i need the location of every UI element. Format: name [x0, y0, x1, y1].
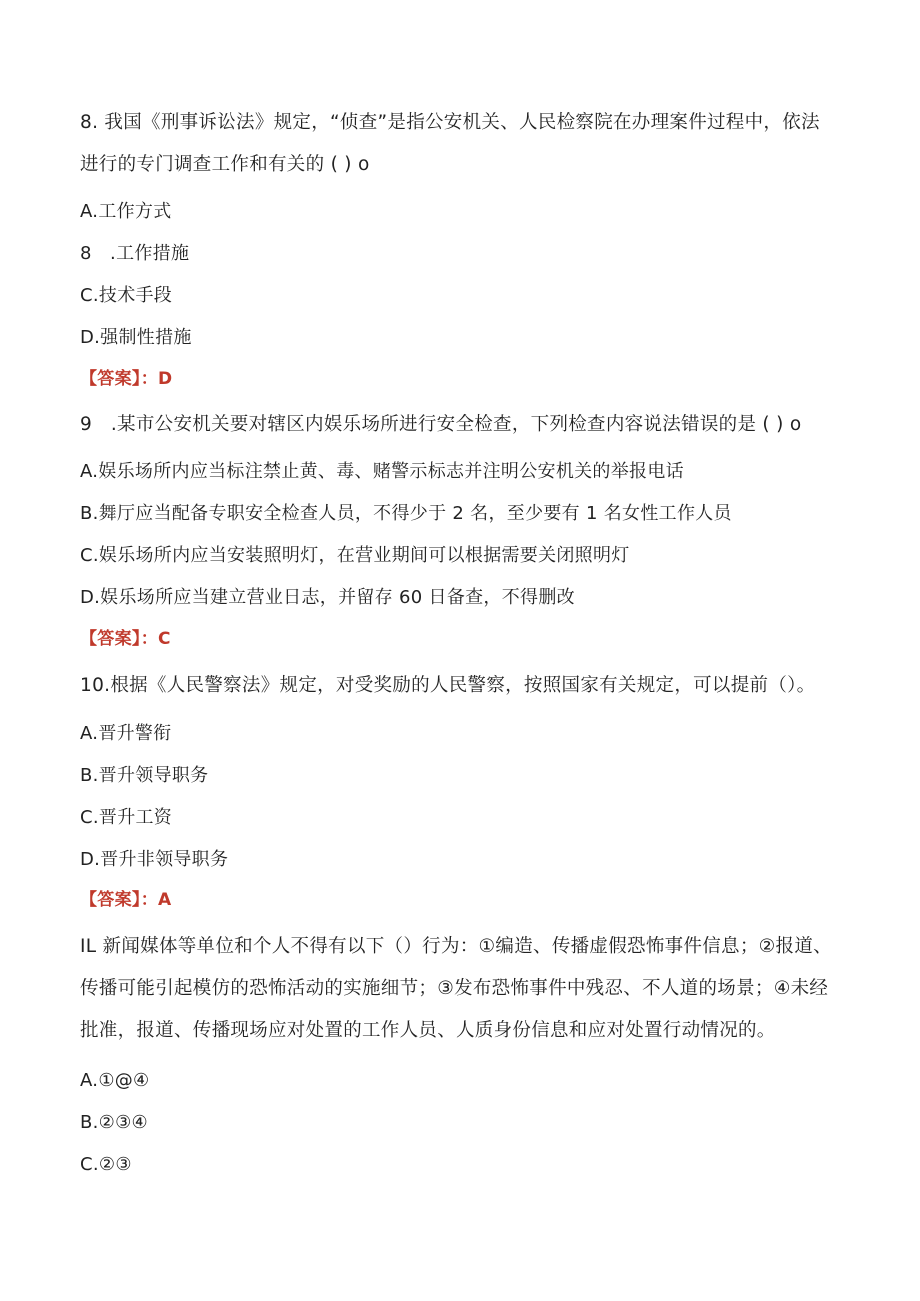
question-10-answer: 【答案】：A: [80, 890, 172, 910]
question-9-option-b: B.舞厅应当配备专职安全检查人员，不得少于 2 名，至少要有 1 名女性工作人员: [80, 503, 732, 524]
question-10-option-b: B.晋升领导职务: [80, 765, 209, 786]
question-9-option-a: A.娱乐场所内应当标注禁止黄、毒、赌警示标志并注明公安机关的举报电话: [80, 461, 684, 482]
question-9-answer: 【答案】：C: [80, 629, 171, 649]
question-10-stem-line-1: 10.根据《人民警察法》规定，对受奖励的人民警察，按照国家有关规定，可以提前（）。: [80, 675, 816, 696]
question-11-stem-line-1: IL 新闻媒体等单位和个人不得有以下（）行为：①编造、传播虚假恐怖事件信息；②报道、: [80, 936, 832, 957]
question-9-option-c: C.娱乐场所内应当安装照明灯，在营业期间可以根据需要关闭照明灯: [80, 545, 630, 566]
question-8-option-c: C.技术手段: [80, 285, 173, 306]
question-10-option-d: D.晋升非领导职务: [80, 849, 229, 870]
question-8-option-d: D.强制性措施: [80, 327, 192, 348]
question-11-option-a: A.①@④: [80, 1070, 150, 1091]
question-10-option-c: C.晋升工资: [80, 807, 173, 828]
question-8-option-a: A.工作方式: [80, 201, 172, 222]
question-11-option-c: C.②③: [80, 1154, 132, 1175]
question-8-stem-line-1: 8. 我国《刑事诉讼法》规定，“侦查”是指公安机关、人民检察院在办理案件过程中，依法: [80, 112, 820, 133]
question-11-stem-line-3: 批准，报道、传播现场应对处置的工作人员、人质身份信息和应对处置行动情况的。: [80, 1020, 776, 1041]
question-8-option-b: 8 .工作措施: [80, 243, 190, 264]
question-10-option-a: A.晋升警衔: [80, 723, 172, 744]
question-11-option-b: B.②③④: [80, 1112, 148, 1133]
question-8-stem-line-2: 进行的专门调查工作和有关的 ( ) o: [80, 154, 370, 175]
question-11-stem-line-2: 传播可能引起模仿的恐怖活动的实施细节；③发布恐怖事件中残忍、不人道的场景；④未经: [80, 978, 829, 999]
question-9-stem-line-1: 9 .某市公安机关要对辖区内娱乐场所进行安全检查，下列检查内容说法错误的是 ( ) o: [80, 414, 802, 435]
question-9-option-d: D.娱乐场所应当建立营业日志，并留存 60 日备查，不得删改: [80, 587, 575, 608]
question-8-answer: 【答案】：D: [80, 369, 173, 389]
